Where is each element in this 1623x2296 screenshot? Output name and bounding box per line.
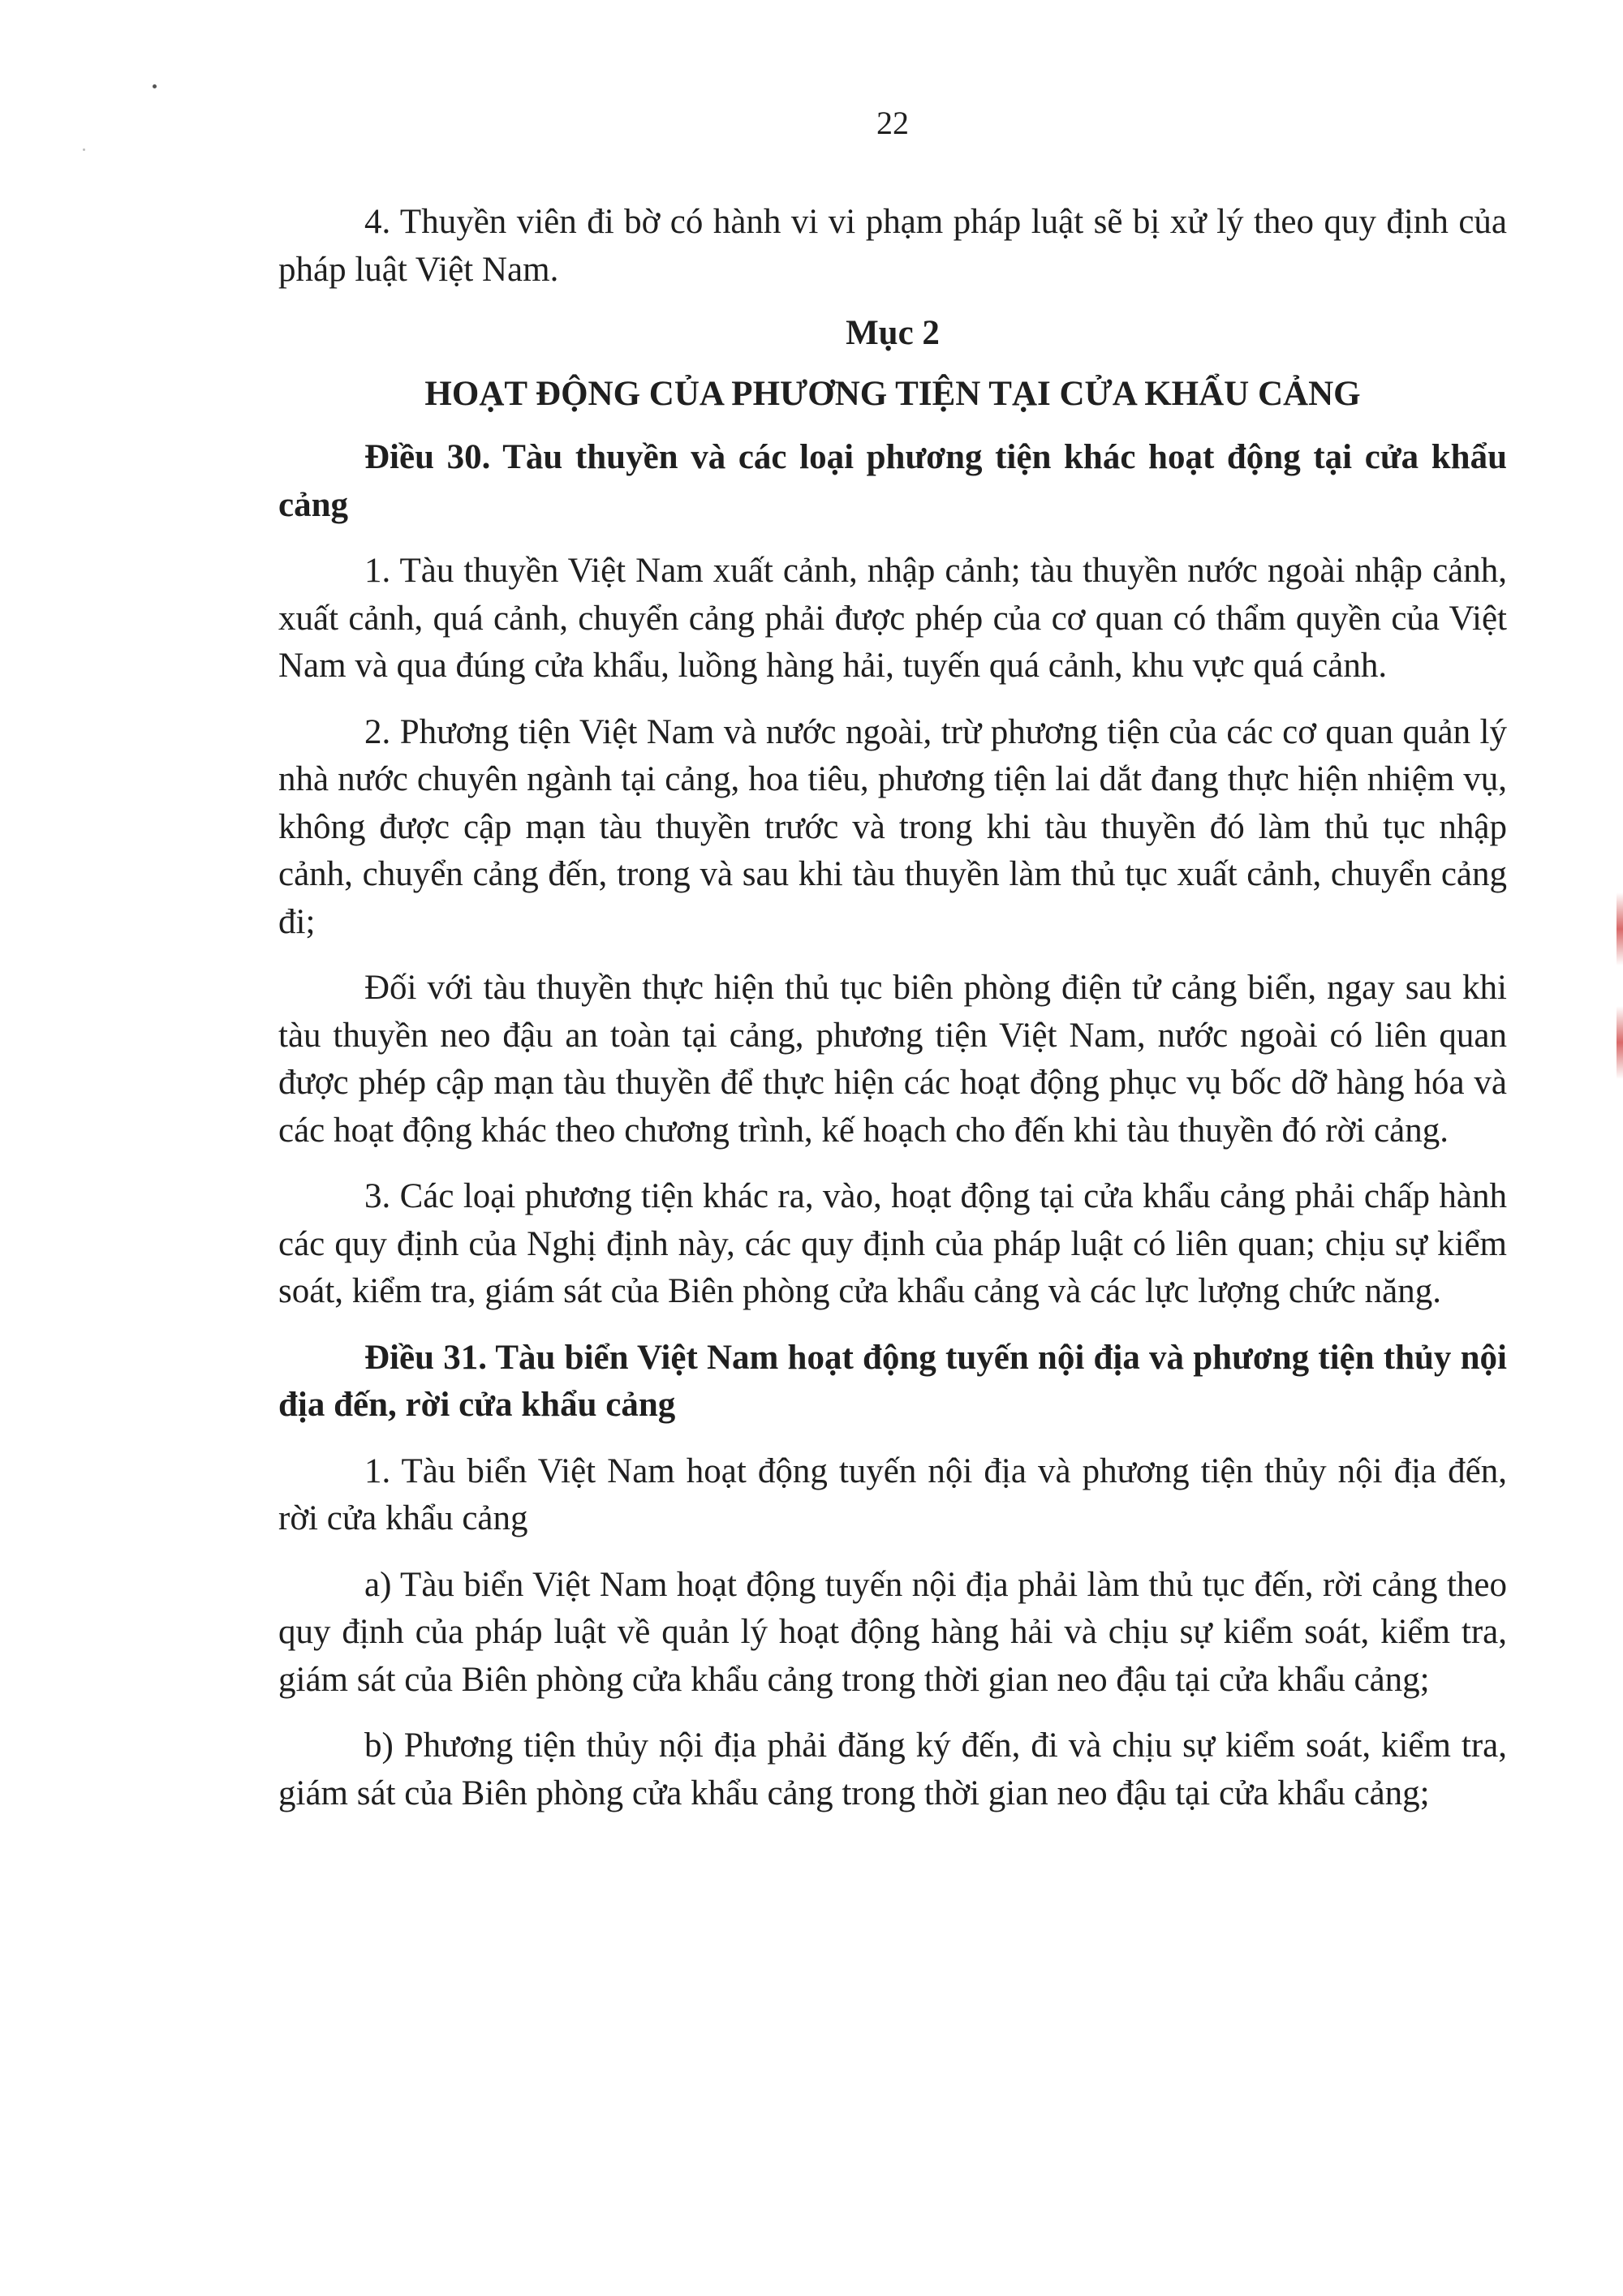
article-31-title: Điều 31. Tàu biển Việt Nam hoạt động tuyến nội địa và phương tiện thủy nội địa đến, rời cửa khẩu cảng (278, 1338, 1507, 1424)
article-31-clause-1: 1. Tàu biển Việt Nam hoạt động tuyến nội địa và phương tiện thủy nội địa đến, rời cửa khẩu cảng (278, 1451, 1507, 1537)
red-stamp-edge (1617, 892, 1623, 965)
section-title: HOẠT ĐỘNG CỦA PHƯƠNG TIỆN TẠI CỬA KHẨU CẢNG (424, 375, 1361, 413)
page-number: 22 (876, 105, 909, 141)
article-30-clause-2: 2. Phương tiện Việt Nam và nước ngoài, trừ phương tiện của các cơ quan quản lý nhà nước chuyên ngành tại cảng, hoa tiêu, phương tiện lai dắt đang thực hiện nhiệm vụ, không được cập mạn tàu thuyền trước và trong khi tàu thuyền đó làm thủ tục nhập cảnh, chuyển cảng đến, trong và sau khi tàu thuyền làm thủ tục xuất cảnh, chuyển cảng đi; (278, 712, 1507, 941)
article-30-clause-2-continued: Đối với tàu thuyền thực hiện thủ tục biên phòng điện tử cảng biển, ngay sau khi tàu thuyền neo đậu an toàn tại cảng, phương tiện Việt Nam, nước ngoài có liên quan được phép cập mạn tàu thuyền để thực hiện các hoạt động phục vụ bốc dỡ hàng hóa và các hoạt động khác theo chương trình, kế hoạch cho đến khi tàu thuyền đó rời cảng. (278, 969, 1507, 1150)
scan-speck (83, 148, 85, 151)
article-31-clause-1a: a) Tàu biển Việt Nam hoạt động tuyến nội địa phải làm thủ tục đến, rời cảng theo quy định của pháp luật về quản lý hoạt động hàng hải và chịu sự kiểm soát, kiểm tra, giám sát của Biên phòng cửa khẩu cảng trong thời gian neo đậu tại cửa khẩu cảng; (278, 1565, 1507, 1699)
section-label: Mục 2 (846, 314, 940, 352)
intro-paragraph: 4. Thuyền viên đi bờ có hành vi vi phạm pháp luật sẽ bị xử lý theo quy định của pháp luật Việt Nam. (278, 203, 1507, 289)
scan-speck (153, 84, 157, 88)
article-30-title: Điều 30. Tàu thuyền và các loại phương tiện khác hoạt động tại cửa khẩu cảng (278, 438, 1507, 524)
article-30-clause-1: 1. Tàu thuyền Việt Nam xuất cảnh, nhập cảnh; tàu thuyền nước ngoài nhập cảnh, xuất cảnh, quá cảnh, chuyển cảng phải được phép của cơ quan có thẩm quyền của Việt Nam và qua đúng cửa khẩu, luồng hàng hải, tuyến quá cảnh, khu vực quá cảnh. (278, 552, 1507, 685)
article-30-clause-3: 3. Các loại phương tiện khác ra, vào, hoạt động tại cửa khẩu cảng phải chấp hành các quy định của Nghị định này, các quy định của pháp luật có liên quan; chịu sự kiểm soát, kiểm tra, giám sát của Biên phòng cửa khẩu cảng và các lực lượng chức năng. (278, 1177, 1507, 1310)
red-stamp-edge (1617, 1006, 1623, 1079)
article-31-clause-1b: b) Phương tiện thủy nội địa phải đăng ký đến, đi và chịu sự kiểm soát, kiểm tra, giám sát của Biên phòng cửa khẩu cảng trong thời gian neo đậu tại cửa khẩu cảng; (278, 1726, 1507, 1812)
document-body (278, 199, 1507, 1836)
